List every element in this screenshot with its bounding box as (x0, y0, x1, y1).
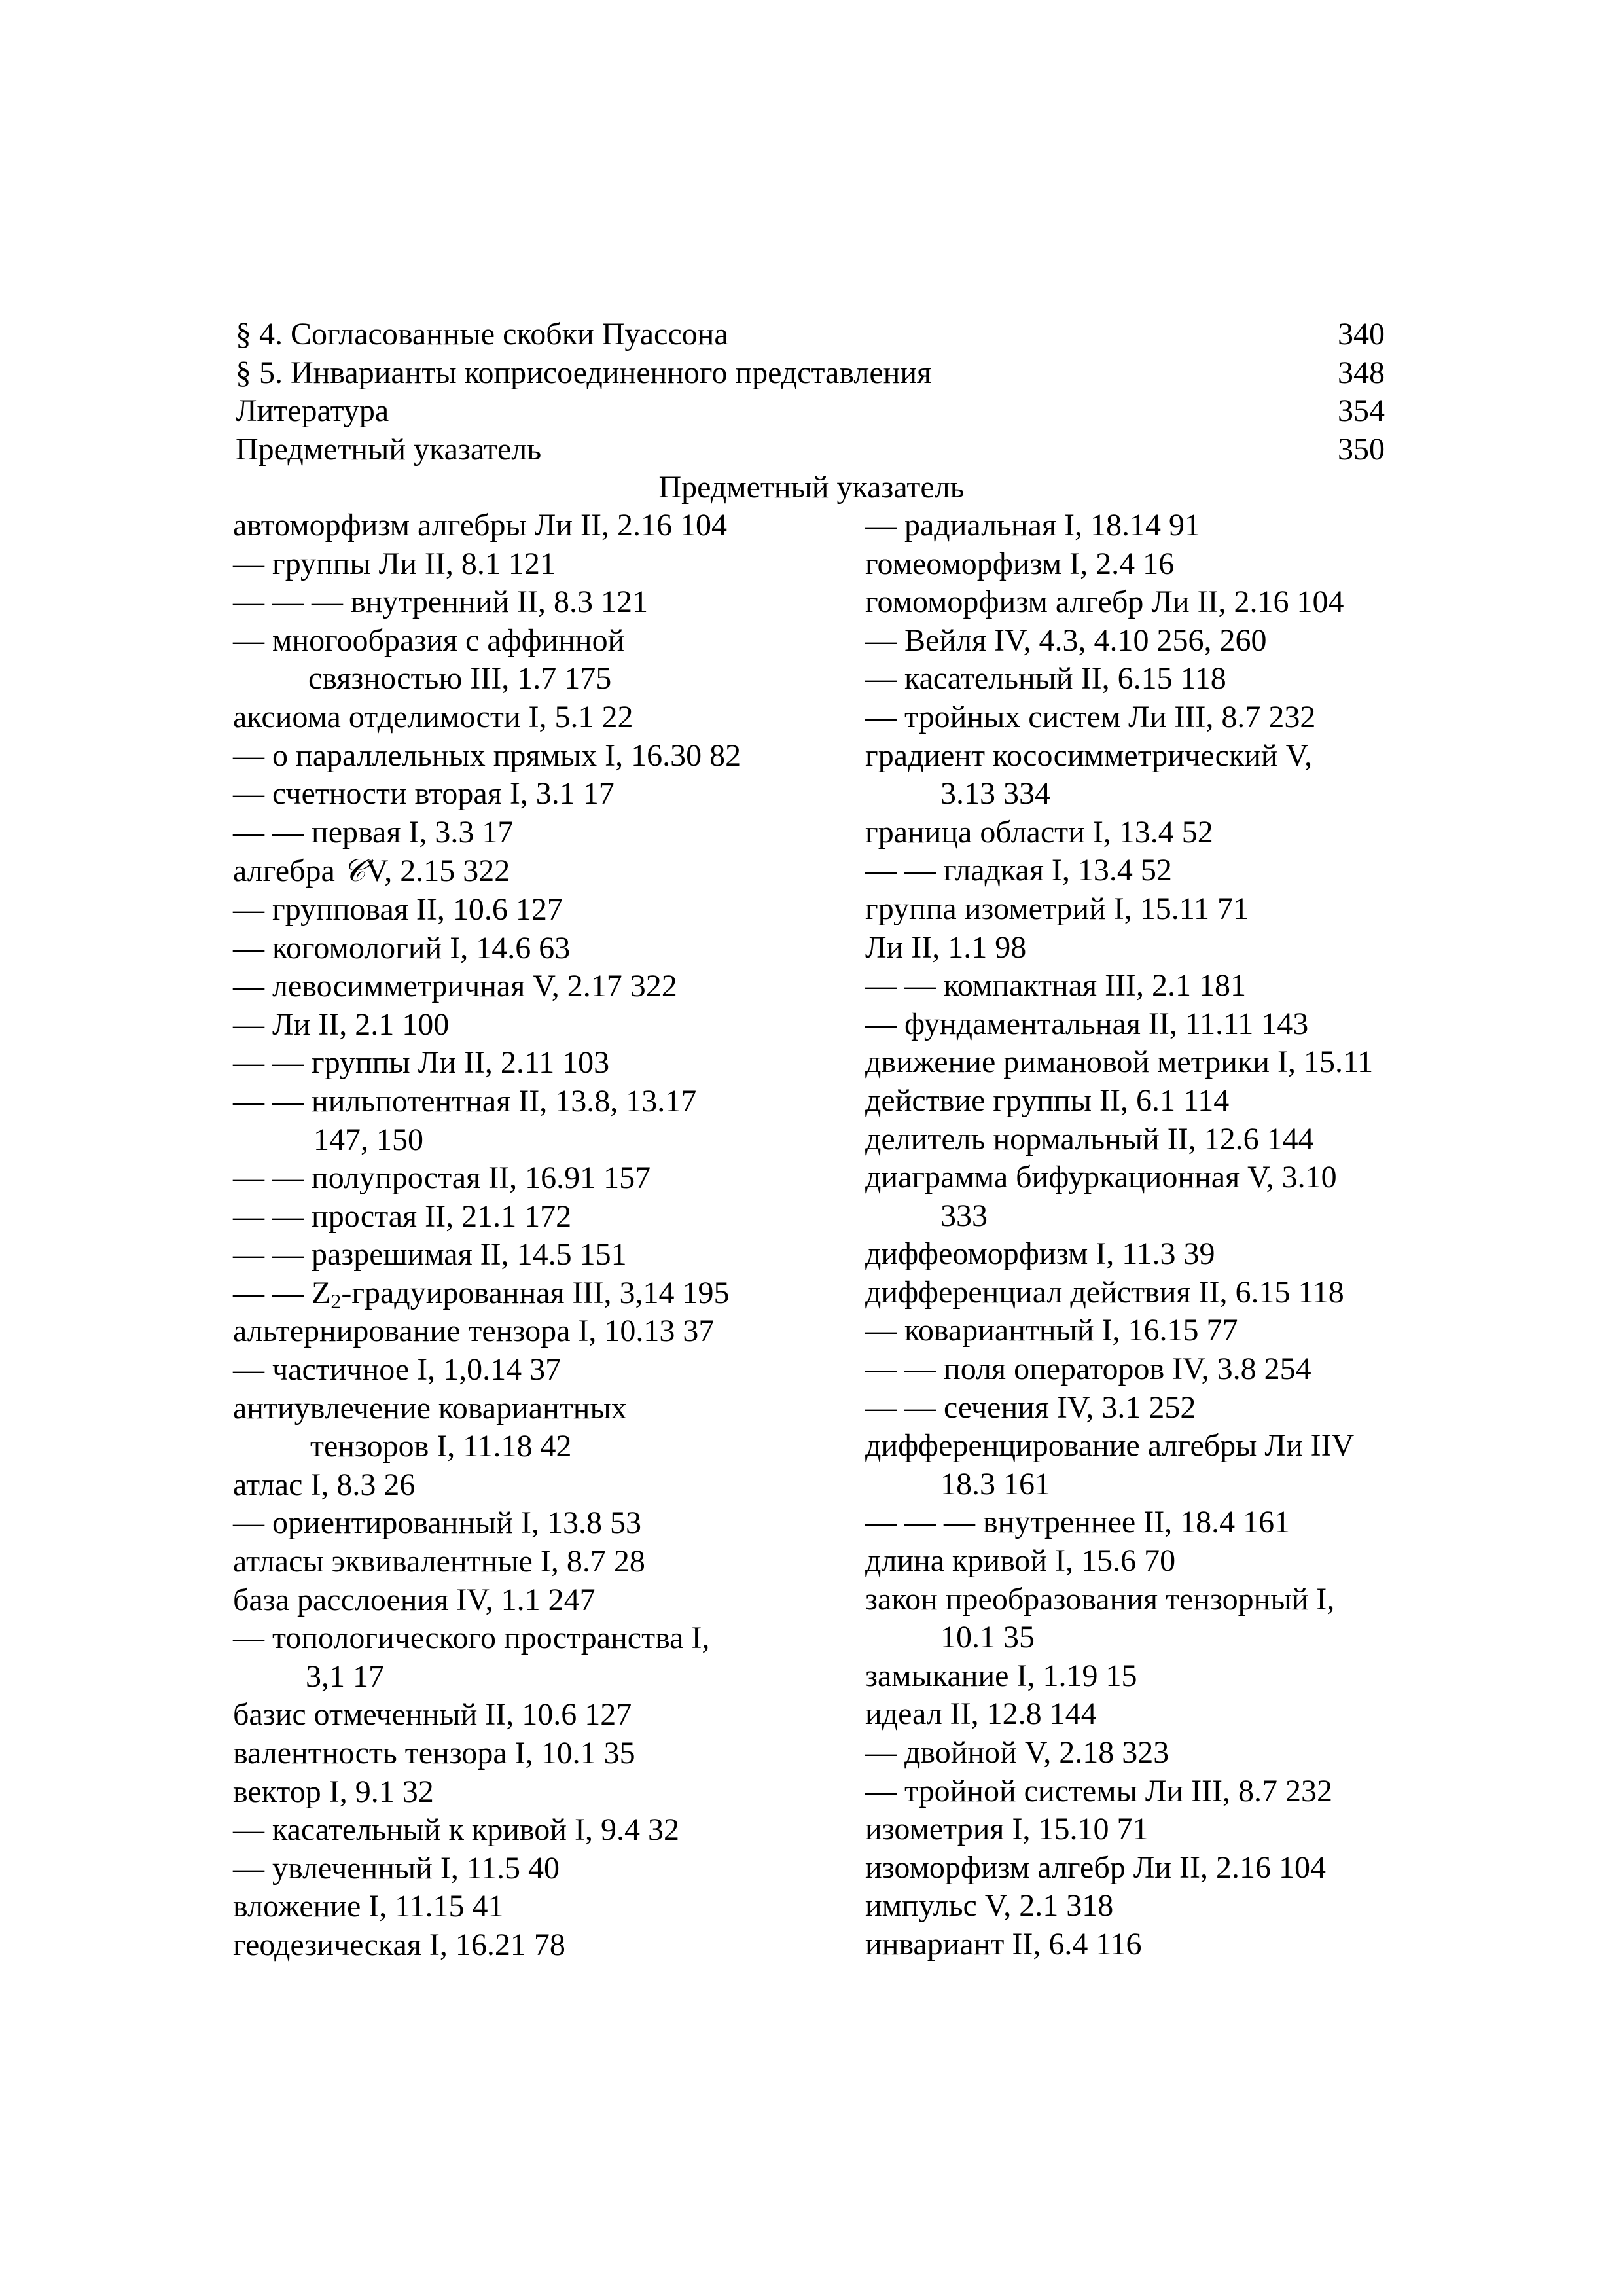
index-entry: атласы эквивалентные I, 8.7 28 (233, 1544, 645, 1579)
index-entry: — увлеченный I, 11.5 40 (233, 1850, 560, 1886)
index-entry: — многообразия с аффинной (233, 622, 625, 658)
index-entry: — — первая I, 3.3 17 (233, 814, 514, 850)
index-entry: — счетности вторая I, 3.1 17 (233, 776, 615, 812)
index-entry: движение римановой метрики I, 15.11 (865, 1045, 1374, 1080)
index-entry: вложение I, 11.15 41 (233, 1889, 504, 1924)
toc-title: Предметный указатель (236, 431, 542, 467)
toc-page: 340 (1338, 317, 1385, 351)
index-entry: — тройной системы Ли III, 8.7 232 (865, 1773, 1333, 1808)
index-entry: — тройных систем Ли III, 8.7 232 (865, 699, 1316, 734)
index-entry: — — группы Ли II, 2.11 103 (233, 1045, 610, 1081)
toc-page: 354 (1338, 393, 1385, 429)
index-entry: атлас I, 8.3 26 (233, 1467, 416, 1502)
index-entry: — касательный к кривой I, 9.4 32 (233, 1812, 679, 1848)
index-entry: — — сечения IV, 3.1 252 (865, 1390, 1196, 1425)
index-entry: — — компактная III, 2.1 181 (865, 968, 1247, 1003)
index-entry (233, 1274, 848, 1313)
index-entry: изоморфизм алгебр Ли II, 2.16 104 (865, 1850, 1326, 1885)
index-entry: дифференциал действия II, 6.15 118 (865, 1274, 1344, 1310)
index-entry: замыкание I, 1.19 15 (865, 1658, 1137, 1693)
index-column-left (233, 507, 848, 1965)
index-entry: — Ли II, 2.1 100 (233, 1007, 450, 1042)
index-entry: инвариант II, 6.4 116 (865, 1926, 1142, 1962)
index-entry: — радиальная I, 18.14 91 (865, 508, 1201, 543)
index-entry: — фундаментальная II, 11.11 143 (865, 1006, 1309, 1041)
index-entry-ref: -градуированная III, 3,14 195 (341, 1275, 730, 1310)
index-entry: гомеоморфизм I, 2.4 16 (865, 546, 1175, 581)
script-c-symbol: 𝒞 (342, 852, 366, 889)
index-entry-continuation: 10.1 35 (940, 1620, 1035, 1655)
index-entry: — касательный II, 6.15 118 (865, 661, 1226, 696)
index-entry: — о параллельных прямых I, 16.30 82 (233, 738, 741, 773)
index-entry-ref: V, 2.15 322 (365, 853, 510, 889)
index-entry: валентность тензора I, 10.1 35 (233, 1736, 635, 1770)
index-entry: делитель нормальный II, 12.6 144 (865, 1121, 1314, 1157)
index-entry: — — — внутреннее II, 18.4 161 (865, 1505, 1291, 1540)
index-entry: длина кривой I, 15.6 70 (865, 1543, 1176, 1579)
toc-row (236, 354, 1385, 393)
toc-row (236, 315, 1385, 354)
index-entry: аксиома отделимости I, 5.1 22 (233, 699, 633, 734)
index-entry: — — гладкая I, 13.4 52 (865, 853, 1172, 888)
index-entry: — — нильпотентная II, 13.8, 13.17 (233, 1083, 697, 1119)
index-entry: вектор I, 9.1 32 (233, 1774, 434, 1809)
index-entry: — двойной V, 2.18 323 (865, 1735, 1169, 1770)
index-entry: — — поля операторов IV, 3.8 254 (865, 1352, 1311, 1387)
index-entry: — — полупростая II, 16.91 157 (233, 1160, 651, 1196)
index-entry: Ли II, 1.1 98 (865, 929, 1027, 965)
toc-row (236, 431, 1385, 469)
index-entry: — группы Ли II, 8.1 121 (233, 546, 556, 581)
index-heading: Предметный указатель (658, 470, 965, 505)
index-entry-term: алгебра (233, 853, 343, 889)
index-entry: диаграмма бифуркационная V, 3.10 (865, 1160, 1337, 1195)
subscript: 2 (330, 1289, 342, 1313)
index-entry: геодезическая I, 16.21 78 (233, 1927, 565, 1962)
toc-title: § 4. Согласованные скобки Пуассона (236, 317, 728, 351)
index-entry-continuation: тензоров I, 11.18 42 (310, 1429, 572, 1464)
index-entry: — Вейля IV, 4.3, 4.10 256, 260 (865, 622, 1267, 658)
index-entry (233, 852, 848, 891)
index-entry: изометрия I, 15.10 71 (865, 1812, 1149, 1847)
index-entry: — — разрешимая II, 14.5 151 (233, 1237, 627, 1272)
index-entry-term: — — Z (233, 1275, 331, 1310)
toc-page: 348 (1338, 355, 1385, 390)
index-entry: градиент кососимметрический V, (865, 738, 1313, 773)
index-entry: — групповая II, 10.6 127 (233, 891, 563, 927)
index-entry: — ковариантный I, 16.15 77 (865, 1313, 1238, 1348)
index-entry: — топологического пространства I, (233, 1621, 710, 1656)
index-entry: закон преобразования тензорный I, (865, 1581, 1335, 1617)
index-entry-continuation: 147, 150 (313, 1122, 423, 1157)
index-entry: идеал II, 12.8 144 (865, 1696, 1097, 1732)
index-entry: антиувлечение ковариантных (233, 1390, 627, 1426)
toc-row (236, 392, 1385, 431)
table-of-contents (236, 315, 1385, 469)
index-entry: — — — внутренний II, 8.3 121 (233, 584, 648, 620)
index-entry-continuation: связностью III, 1.7 175 (308, 661, 612, 696)
index-entry-continuation: 18.3 161 (940, 1466, 1050, 1501)
index-entry: — ориентированный I, 13.8 53 (233, 1505, 641, 1541)
index-entry: — частичное I, 1,0.14 37 (233, 1352, 562, 1388)
index-column-right (865, 507, 1441, 1964)
index-entry: действие группы II, 6.1 114 (865, 1083, 1230, 1118)
index-entry-continuation: 333 (940, 1198, 988, 1233)
index-entry: альтернирование тензора I, 10.13 37 (233, 1314, 715, 1349)
index-entry: диффеоморфизм I, 11.3 39 (865, 1236, 1215, 1272)
index-entry: гомоморфизм алгебр Ли II, 2.16 104 (865, 584, 1344, 620)
index-entry: базис отмеченный II, 10.6 127 (233, 1697, 632, 1732)
index-entry: импульс V, 2.1 318 (865, 1888, 1114, 1924)
index-entry: — когомологий I, 14.6 63 (233, 930, 571, 965)
index-entry: автоморфизм алгебры Ли II, 2.16 104 (233, 508, 727, 543)
toc-title: § 5. Инварианты коприсоединенного представления (236, 355, 932, 390)
index-entry: база расслоения IV, 1.1 247 (233, 1582, 596, 1617)
toc-title: Литература (236, 393, 389, 429)
index-entry-continuation: 3.13 334 (940, 776, 1050, 812)
index-entry: — левосимметричная V, 2.17 322 (233, 969, 677, 1004)
toc-page: 350 (1338, 431, 1385, 467)
index-entry: группа изометрий I, 15.11 71 (865, 891, 1249, 926)
index-entry: дифференцирование алгебры Ли IIV (865, 1428, 1355, 1463)
index-entry: граница области I, 13.4 52 (865, 814, 1213, 850)
index-entry-continuation: 3,1 17 (306, 1659, 384, 1694)
index-entry: — — простая II, 21.1 172 (233, 1198, 572, 1234)
